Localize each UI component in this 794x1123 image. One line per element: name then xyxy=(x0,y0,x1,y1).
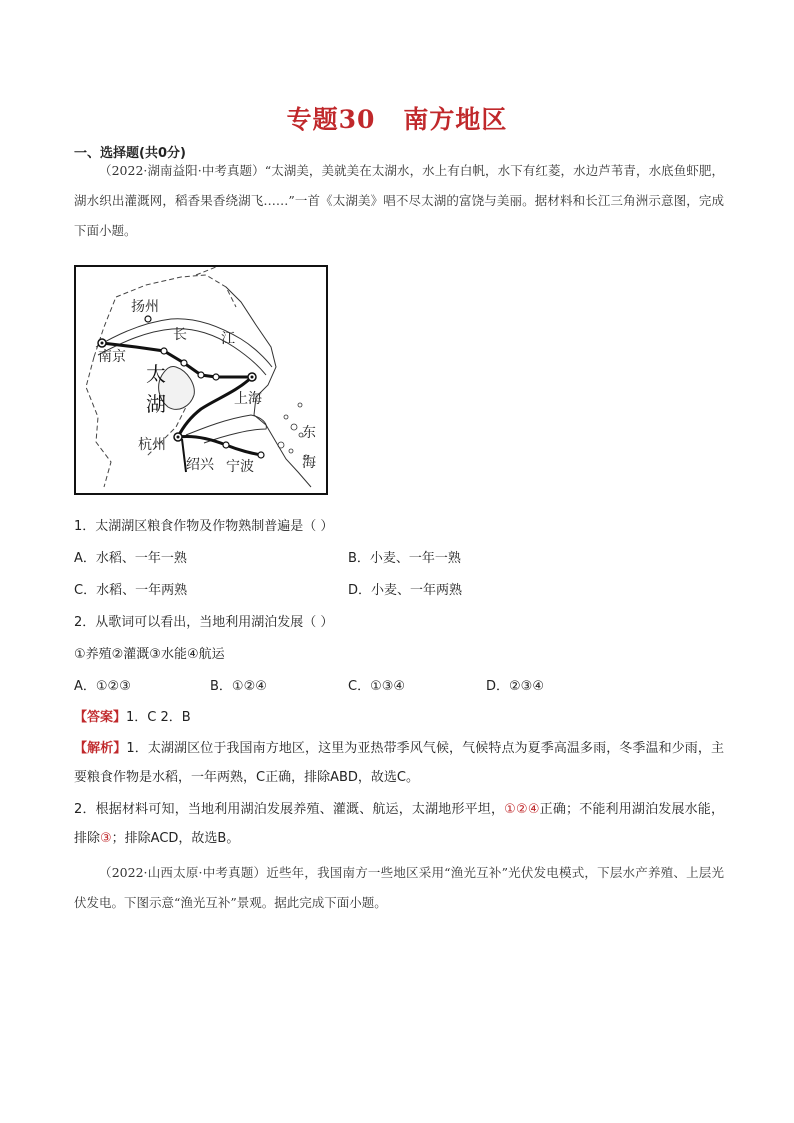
question-2-items: ①养殖②灌溉③水能④航运 xyxy=(74,647,225,662)
map-label-yangzhou: 扬州 xyxy=(131,298,159,314)
map-label-hu: 湖 xyxy=(146,394,166,416)
analysis-2-highlight-2: ③ xyxy=(100,831,112,846)
answer-line xyxy=(74,706,191,725)
analysis-2 xyxy=(74,795,724,853)
answer-tag: 【答案】 xyxy=(74,710,127,725)
map-label-chang: 长 xyxy=(173,326,187,342)
analysis-tag: 【解析】 xyxy=(74,741,127,756)
map-label-shaoxing: 绍兴 xyxy=(186,456,214,472)
analysis-2-highlight-1: ①②④ xyxy=(504,802,540,817)
map-label-nanjing: 南京 xyxy=(98,348,126,364)
analysis-1 xyxy=(74,734,724,792)
question-1-option-a[interactable]: A．水稻、一年一熟 xyxy=(74,551,187,566)
question-1-option-b[interactable]: B．小麦、一年一熟 xyxy=(348,551,461,566)
title-part1: 专题30 xyxy=(286,105,376,134)
map-label-ningbo: 宁波 xyxy=(226,458,254,474)
question-2-option-a[interactable]: A．①②③ xyxy=(74,679,131,694)
map-label-hai: 海 xyxy=(302,454,316,470)
passage-1: （2022·湖南益阳·中考真题）“太湖美，美就美在太湖水，水上有白帆，水下有红菱，水边芦苇青，水底鱼虾肥，湖水织出灌溉网，稻香果香绕湖飞……”一首《太湖美》唱不尽太湖的富饶与美丽。据材料和长江三角洲示意图，完成下面小题。 xyxy=(74,163,724,238)
analysis-1-text: 1．太湖湖区位于我国南方地区，这里为亚热带季风气候，气候特点为夏季高温多雨，冬季温和少雨，主要粮食作物是水稻，一年两熟，C正确，排除ABD，故选C。 xyxy=(74,741,724,785)
question-2-option-b[interactable]: B．①②④ xyxy=(210,679,267,694)
analysis-2-text-a: 2．根据材料可知，当地利用湖泊发展养殖、灌溉、航运，太湖地形平坦， xyxy=(74,802,505,817)
question-2-option-c[interactable]: C．①③④ xyxy=(348,679,406,694)
map-label-tai: 太 xyxy=(146,364,166,386)
section-heading: 一、选择题(共0分) xyxy=(74,146,186,161)
question-1-option-d[interactable]: D．小麦、一年两熟 xyxy=(348,583,463,598)
question-1-option-c[interactable]: C．水稻、一年两熟 xyxy=(74,583,188,598)
answer-text: 1．C 2．B xyxy=(126,710,191,725)
question-2-stem: 2．从歌词可以看出，当地利用湖泊发展（ ） xyxy=(74,615,334,630)
map-label-dong: 东 xyxy=(302,424,316,440)
analysis-2-text-e: ；排除ACD，故选B。 xyxy=(111,831,240,846)
map-label-hangzhou: 杭州 xyxy=(138,436,166,452)
passage-2: （2022·山西太原·中考真题）近些年，我国南方一些地区采用“渔光互补”光伏发电模式，下层水产养殖、上层光伏发电。下图示意“渔光互补”景观。据此完成下面小题。 xyxy=(74,865,724,910)
title-part2: 南方地区 xyxy=(403,105,508,134)
question-1-stem: 1．太湖湖区粮食作物及作物熟制普遍是（ ） xyxy=(74,519,334,534)
page-title xyxy=(0,100,794,136)
question-2-option-d[interactable]: D．②③④ xyxy=(486,679,544,694)
map-label-jiang: 江 xyxy=(221,330,235,346)
map-label-shanghai: 上海 xyxy=(234,390,262,406)
analysis-2-text-c: 正确；不能利用湖泊发展水能，排除 xyxy=(74,802,724,846)
yangtze-delta-map xyxy=(74,265,328,495)
